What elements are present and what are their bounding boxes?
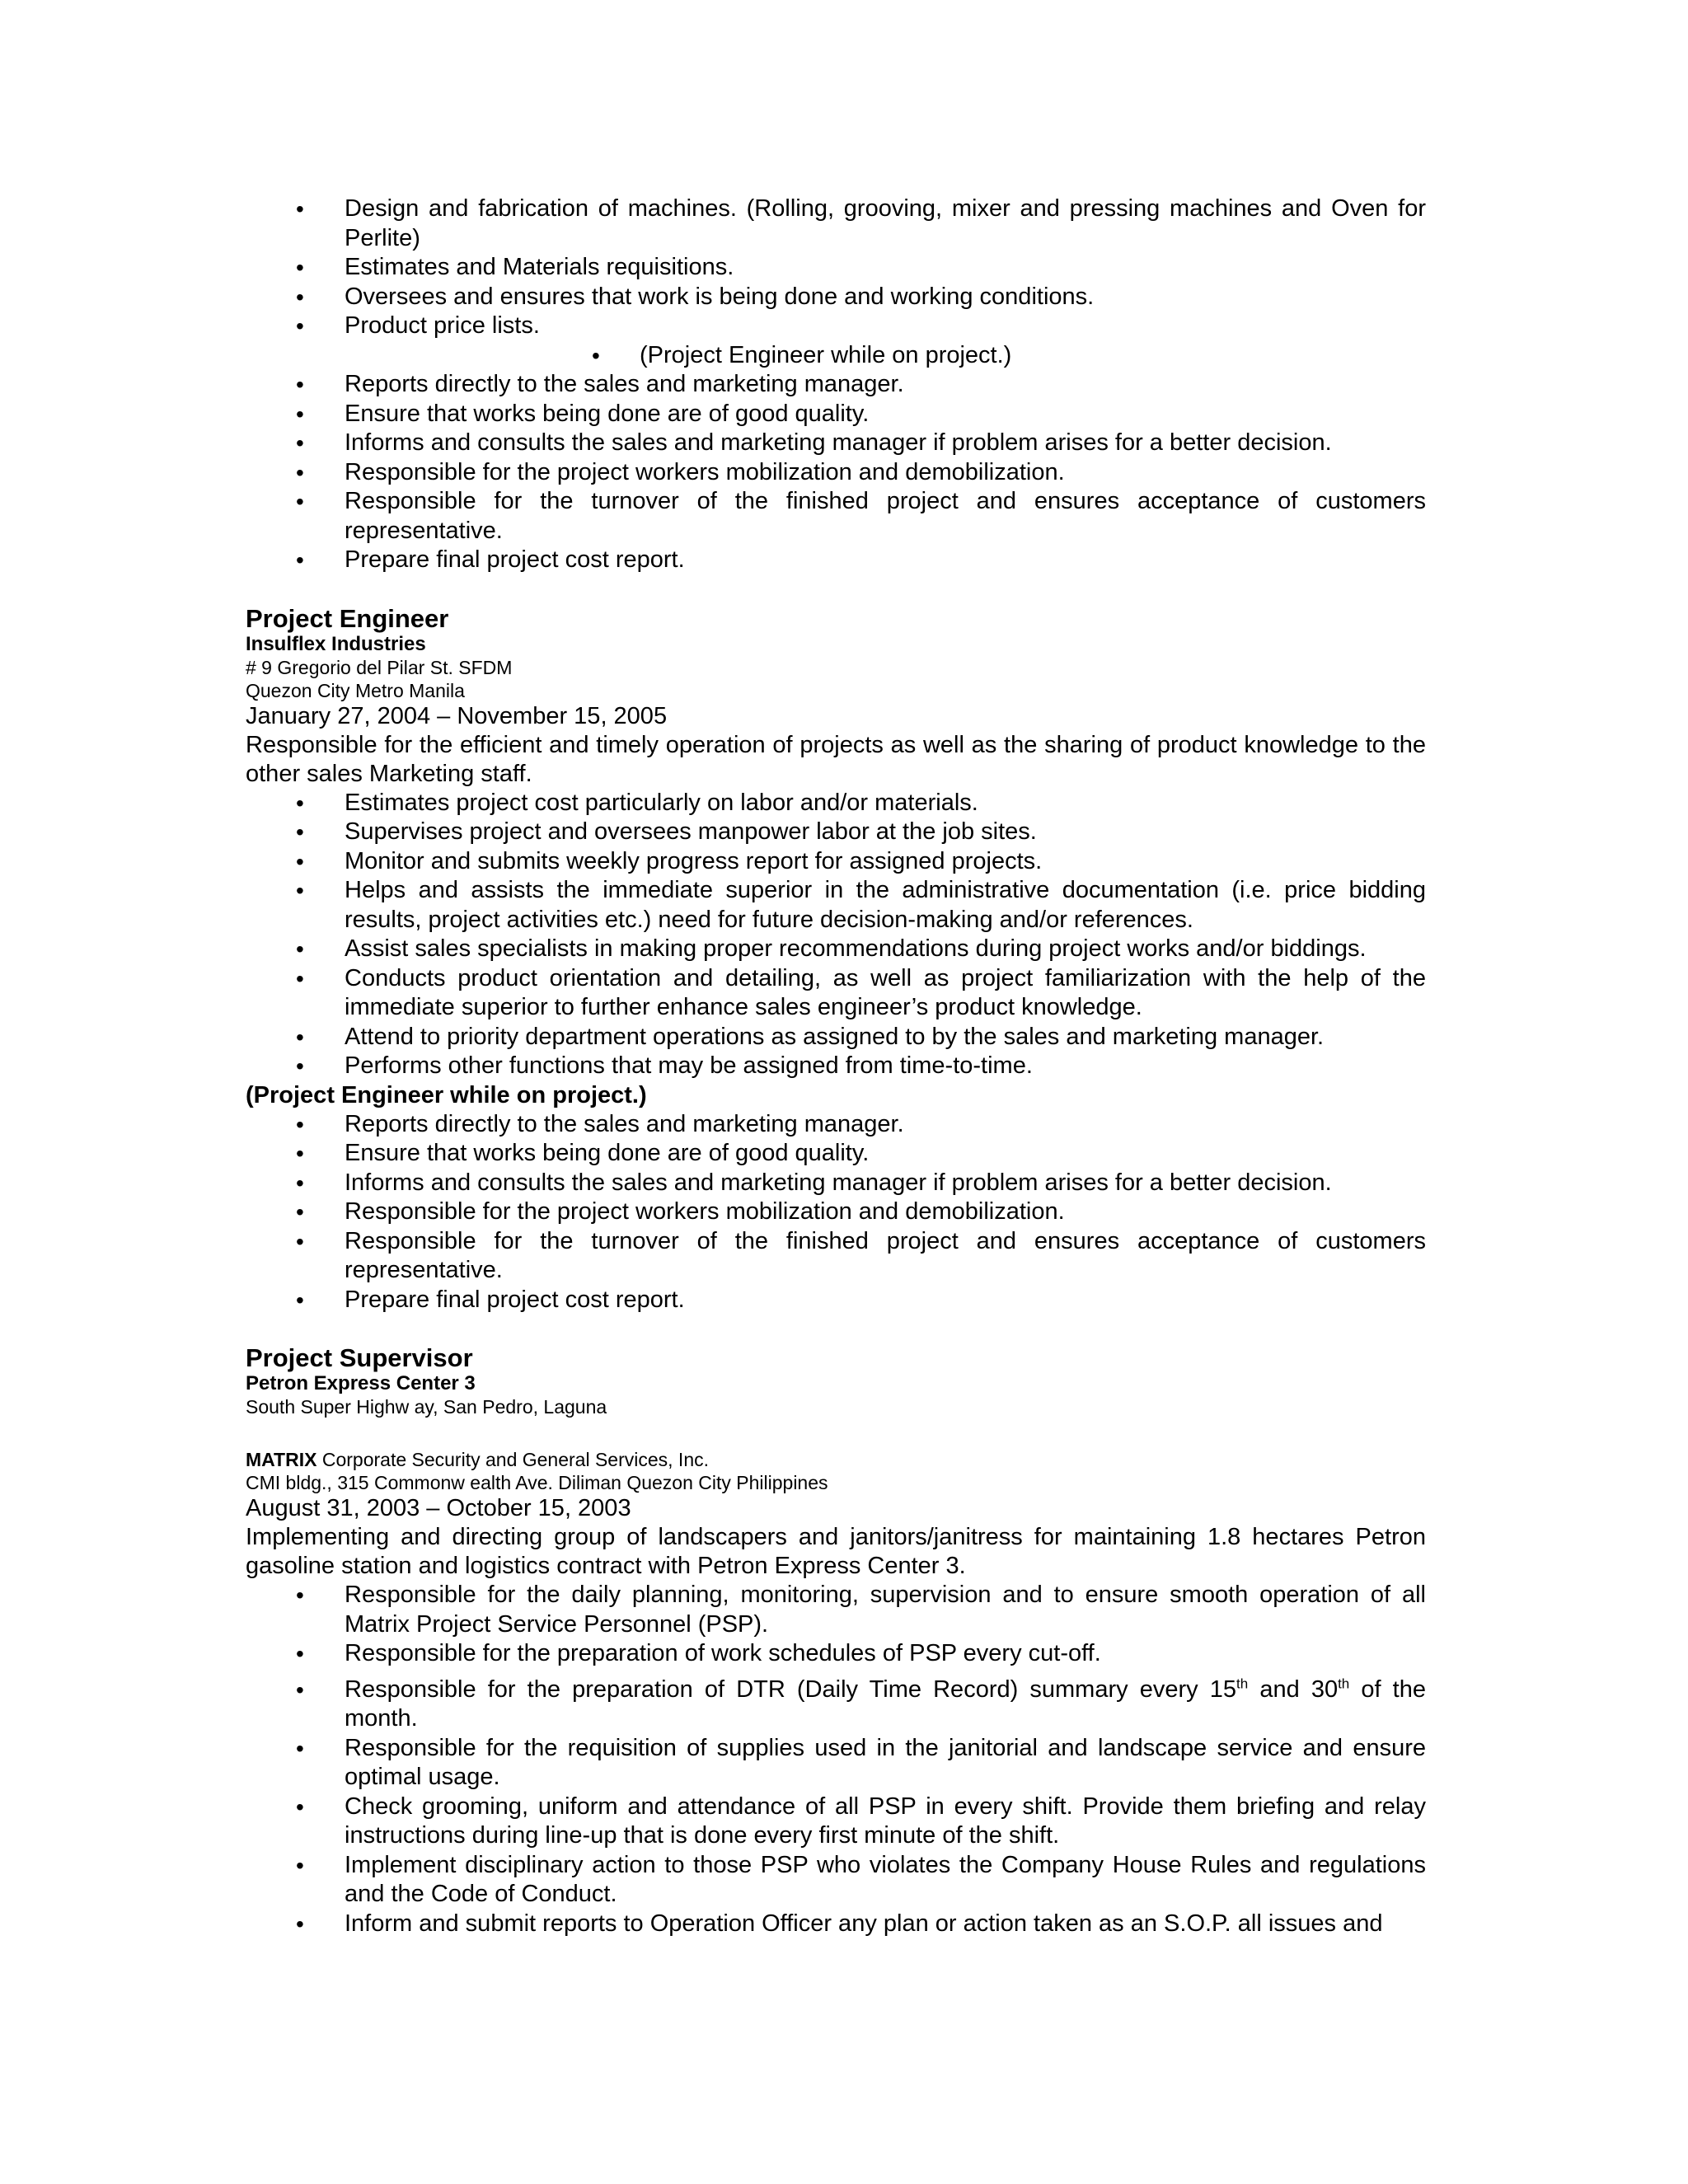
agency-line xyxy=(246,1448,1426,1471)
list-item: • Supervises project and oversees manpower labor at the job sites. xyxy=(246,818,1426,847)
dtr-text-3: of the month. xyxy=(345,1675,1426,1732)
section-gap xyxy=(246,575,1426,605)
agency-name: MATRIX xyxy=(246,1449,317,1470)
list-item: • Design and fabrication of machines. (Rolling, grooving, mixer and pressing machines and Oven for Perlite) xyxy=(246,194,1426,253)
employment-dates: August 31, 2003 – October 15, 2003 xyxy=(246,1495,631,1521)
list-item: • Estimates and Materials requisitions. xyxy=(246,253,1426,283)
list-item: • Prepare final project cost report. xyxy=(246,546,1426,575)
list-item: • Attend to priority department operations as assigned to by the sales and marketing manager. xyxy=(246,1023,1426,1052)
dtr-text-1: Responsible for the preparation of DTR (Daily Time Record) summary every 15 xyxy=(345,1675,1237,1703)
employment-dates: January 27, 2004 – November 15, 2005 xyxy=(246,702,668,729)
agency-address: CMI bldg., 315 Commonw ealth Ave. Diliman Quezon City Philippines xyxy=(246,1472,828,1493)
job-title: Project Engineer xyxy=(246,603,449,633)
list-item-dtr xyxy=(246,1675,1426,1734)
job-project-supervisor xyxy=(246,1344,1426,1938)
list-item-centered: • (Project Engineer while on project.) xyxy=(246,341,1426,371)
duty-list xyxy=(246,789,1426,1081)
list-item: • Estimates project cost particularly on labor and/or materials. xyxy=(246,789,1426,818)
job-title: Project Supervisor xyxy=(246,1343,473,1372)
list-item: • Assist sales specialists in making proper recommendations during project works and/or biddings. xyxy=(246,935,1426,964)
list-item: • Responsible for the daily planning, monitoring, supervision and to ensure smooth operation of all Matrix Project Service Personnel (PSP). xyxy=(246,1581,1426,1639)
company-city: Quezon City Metro Manila xyxy=(246,679,465,701)
list-item: • Reports directly to the sales and marketing manager. xyxy=(246,370,1426,400)
list-item: • Conducts product orientation and detailing, as well as project familiarization with the help of the immediate superior to further enhance sales engineer’s product knowledge. xyxy=(246,964,1426,1023)
list-item: • Responsible for the preparation of work schedules of PSP every cut-off. xyxy=(246,1639,1426,1669)
agency-name-rest: Corporate Security and General Services, Inc. xyxy=(316,1449,710,1470)
company-address: # 9 Gregorio del Pilar St. SFDM xyxy=(246,656,513,678)
list-item: • Inform and submit reports to Operation Officer any plan or action taken as an S.O.P. all issues and xyxy=(246,1910,1426,1939)
list-item: • Performs other functions that may be assigned from time-to-time. xyxy=(246,1052,1426,1081)
dtr-text-2: and 30 xyxy=(1248,1675,1339,1703)
list-item: • Oversees and ensures that work is being done and working conditions. xyxy=(246,283,1426,312)
section-gap xyxy=(246,1315,1426,1344)
company-address: South Super Highw ay, San Pedro, Laguna xyxy=(246,1396,607,1418)
job-summary: Responsible for the efficient and timely operation of projects as well as the sharing of product knowledge to the other sales Marketing staff. xyxy=(246,731,1426,787)
list-item: • Implement disciplinary action to those PSP who violates the Company House Rules and regulations and the Code of Conduct. xyxy=(246,1851,1426,1910)
on-project-duty-list xyxy=(246,1110,1426,1315)
list-item: • Responsible for the project workers mobilization and demobilization. xyxy=(246,1197,1426,1227)
top-bullet-list xyxy=(246,194,1426,575)
list-item: • Helps and assists the immediate superior in the administrative documentation (i.e. price bidding results, project activities etc.) need for future decision-making and/or references. xyxy=(246,876,1426,935)
on-project-heading: (Project Engineer while on project.) xyxy=(246,1081,647,1108)
job-project-engineer xyxy=(246,605,1426,1315)
duty-list xyxy=(246,1581,1426,1938)
list-item: • Prepare final project cost report. xyxy=(246,1286,1426,1315)
resume-content xyxy=(246,194,1426,1938)
list-item: • Responsible for the requisition of supplies used in the janitorial and landscape service and ensure optimal usage. xyxy=(246,1734,1426,1793)
list-item: • Responsible for the turnover of the finished project and ensures acceptance of customers representative. xyxy=(246,1227,1426,1286)
company-name: Petron Express Center 3 xyxy=(246,1372,476,1394)
list-item: • Responsible for the turnover of the finished project and ensures acceptance of customers representative. xyxy=(246,487,1426,546)
list-item: • Monitor and submits weekly progress report for assigned projects. xyxy=(246,847,1426,877)
list-item: • Ensure that works being done are of good quality. xyxy=(246,400,1426,429)
list-item: • Product price lists. xyxy=(246,312,1426,341)
list-item: • Reports directly to the sales and marketing manager. xyxy=(246,1110,1426,1140)
list-item: • Ensure that works being done are of good quality. xyxy=(246,1139,1426,1169)
dtr-sup-2: th xyxy=(1338,1675,1350,1691)
job-summary: Implementing and directing group of landscapers and janitors/janitress for maintaining 1.8 hectares Petron gasoline station and logistics contract with Petron Express Center 3. xyxy=(246,1524,1426,1579)
list-item: • Informs and consults the sales and marketing manager if problem arises for a better decision. xyxy=(246,1169,1426,1198)
company-name: Insulflex Industries xyxy=(246,632,426,655)
list-item: • Informs and consults the sales and marketing manager if problem arises for a better decision. xyxy=(246,429,1426,458)
list-item: • Check grooming, uniform and attendance of all PSP in every shift. Provide them briefing and relay instructions during line-up that is done every first minute of the shift. xyxy=(246,1793,1426,1851)
section-gap xyxy=(246,1418,1426,1448)
dtr-sup-1: th xyxy=(1236,1675,1249,1691)
list-item: • Responsible for the project workers mobilization and demobilization. xyxy=(246,458,1426,488)
